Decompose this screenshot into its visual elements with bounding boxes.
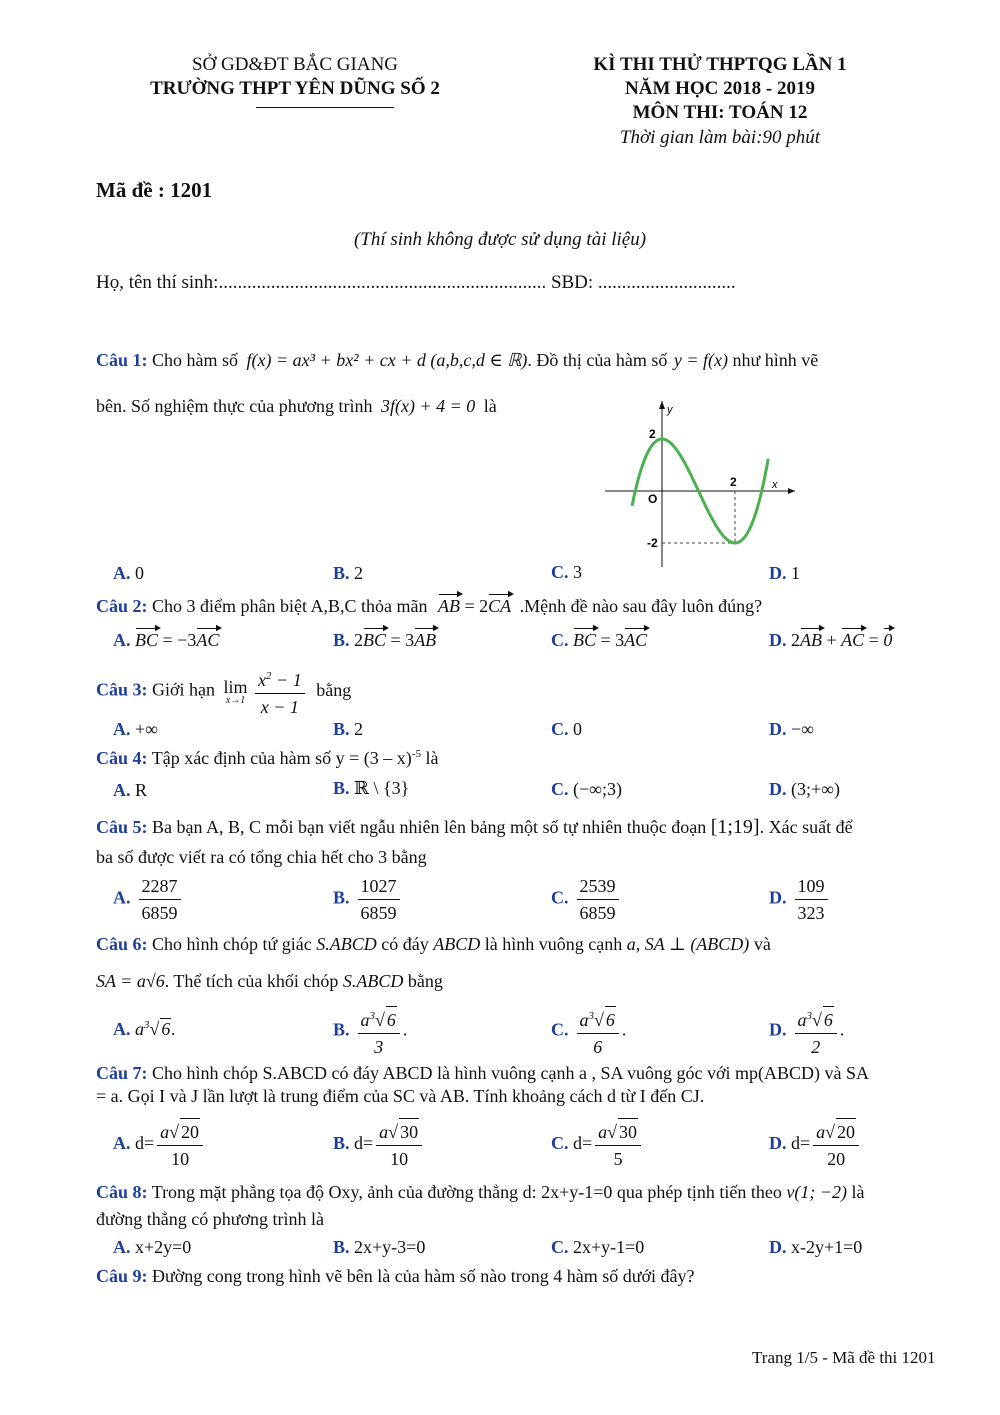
option-letter: D. (769, 1237, 787, 1257)
header-divider (256, 107, 394, 108)
option-letter: C. (551, 1019, 569, 1040)
denominator: 10 (390, 1149, 409, 1169)
question-2-line1 (96, 596, 762, 617)
q4-option-d[interactable] (769, 779, 840, 800)
cubic-formula: f(x) = ax³ + bx² + cx + d (a,b,c,d ∈ ℝ) (246, 350, 528, 370)
option-letter: A. (113, 780, 131, 800)
option-fraction: $\frac{a√ 30}{10}$ (376, 1118, 422, 1172)
equation: 3f(x) + 4 = 0 (381, 396, 476, 416)
option-fraction: $\frac{a√ 20}{20}$ (813, 1118, 859, 1172)
option-value: (3;+∞) (791, 779, 840, 799)
question-text: . Thể tích của khối chóp (164, 971, 339, 991)
question-label: Câu 3: (96, 679, 148, 700)
q3-option-d[interactable] (769, 719, 814, 740)
interval: [1;19] (710, 816, 760, 838)
q6-option-d[interactable]: D. $\frac{a^3√ 6}{2}$ . (769, 1003, 844, 1060)
q4-option-b[interactable] (333, 778, 409, 799)
option-letter: C. (551, 630, 569, 650)
option-letter: C. (551, 779, 569, 799)
q6-option-c[interactable]: C. $\frac{a^3√ 6}{6}$ . (551, 1003, 626, 1060)
q7-option-a[interactable] (113, 1118, 206, 1172)
option-letter: A. (113, 1133, 131, 1154)
option-letter: C. (551, 1133, 569, 1154)
school-name: TRƯỜNG THPT YÊN DŨNG SỐ 2 (150, 78, 440, 99)
option-value: 2 (354, 719, 364, 739)
question-text: Đường cong trong hình vẽ bên là của hàm số nào trong 4 hàm số dưới đây? (152, 1266, 695, 1286)
q8-option-c[interactable] (551, 1237, 644, 1258)
school-year: NĂM HỌC 2018 - 2019 (625, 78, 815, 99)
x-tick-2: 2 (730, 475, 737, 489)
option-letter: B. (333, 630, 350, 650)
limit-fraction: $\frac{x^2 - 1}{x - 1}$ (255, 663, 305, 720)
option-letter: D. (769, 779, 787, 799)
question-7-line2: = a. Gọi I và J lần lượt là trung điểm của SC và AB. Tính khoảng cách d từ I đến CJ. (96, 1086, 705, 1106)
question-text: bằng (407, 971, 443, 991)
distance-label: d= (135, 1133, 155, 1154)
option-value: 2x+y-3=0 (354, 1237, 426, 1257)
q1-option-b[interactable] (333, 563, 363, 584)
question-text: Ba bạn A, B, C mỗi bạn viết ngẫu nhiên lên bảng một số tự nhiên thuộc đoạn (152, 817, 707, 837)
subject: MÔN THI: TOÁN 12 (632, 102, 808, 123)
option-letter: D. (769, 1019, 787, 1040)
page-footer: Trang 1/5 - Mã đề thi 1201 (752, 1348, 936, 1367)
exam-code: Mã đề : 1201 (96, 178, 213, 202)
vector-equation: AB = 2CA (438, 596, 512, 616)
option-letter: B. (333, 1019, 350, 1040)
question-text: .Mệnh đề nào sau đây luôn đúng? (519, 596, 763, 616)
denominator: 6 (593, 1037, 603, 1057)
notice: (Thí sinh không được sử dụng tài liệu) (353, 229, 647, 250)
option-value: 2x+y-1=0 (573, 1237, 645, 1257)
question-label: Câu 6: (96, 934, 148, 954)
question-text: Tập xác định của hàm số y = (3 – x) (151, 748, 412, 768)
option-letter: B. (333, 719, 350, 739)
denominator: 6859 (579, 903, 616, 923)
option-letter: A. (113, 1019, 131, 1039)
question-1-line2 (96, 396, 497, 417)
exam-title: KÌ THI THỬ THPTQG LẦN 1 (593, 54, 847, 75)
question-text: là (483, 396, 497, 416)
option-letter: A. (113, 1237, 131, 1257)
limit-operator: lim x→1 (223, 676, 248, 706)
option-letter: B. (333, 778, 350, 798)
question-text: Trong mặt phẳng tọa độ Oxy, ảnh của đường thẳng d: 2x+y-1=0 qua phép tịnh tiến theo (151, 1182, 782, 1202)
option-letter: C. (551, 562, 569, 582)
q6-option-a[interactable] (113, 1018, 176, 1040)
question-text: Cho hình chóp S.ABCD có đáy ABCD là hình vuông cạnh a , SA vuông góc với mp(ABCD) và SA (152, 1063, 870, 1083)
option-letter: B. (333, 1133, 350, 1154)
question-text: . Xác suất để (759, 817, 853, 837)
time-limit: Thời gian làm bài:90 phút (619, 127, 821, 148)
y-tick-minus-2: -2 (647, 536, 658, 550)
question-label: Câu 1: (96, 350, 148, 370)
option-formula: $a^3√$ 6. (135, 1019, 176, 1039)
option-letter: C. (551, 887, 569, 908)
q3-option-c[interactable] (551, 719, 582, 740)
denominator: 2 (811, 1037, 821, 1057)
question-text: là hình vuông cạnh (484, 934, 623, 954)
q5-option-a[interactable] (113, 873, 184, 926)
question-4-line1 (96, 748, 438, 769)
question-8-line1 (96, 1182, 864, 1203)
question-6-line1 (96, 934, 771, 955)
denominator: 6859 (360, 903, 397, 923)
option-value: x+2y=0 (135, 1237, 192, 1257)
radicand: 30 (618, 1118, 638, 1145)
q4-option-a[interactable] (113, 780, 147, 801)
question-text: Cho 3 điểm phân biệt A,B,C thỏa mãn (152, 596, 428, 616)
radicand: 20 (836, 1118, 856, 1145)
math-formula: SA = a√6 (96, 971, 165, 991)
option-value: 0 (573, 719, 582, 739)
q5-option-d[interactable] (769, 873, 831, 926)
radicand: 20 (180, 1118, 200, 1145)
exponent: -5 (411, 748, 421, 760)
q2-option-a[interactable] (113, 630, 219, 651)
question-8-line2: đường thẳng có phương trình là (96, 1209, 325, 1229)
math-symbol: S.ABCD (342, 971, 404, 991)
q3-option-b[interactable] (333, 719, 363, 740)
denominator: 323 (797, 903, 825, 923)
q5-option-c[interactable] (551, 873, 622, 926)
q5-option-b[interactable] (333, 873, 403, 926)
option-fraction: $\frac{a√ 20}{10}$ (157, 1118, 203, 1172)
y-axis-arrow (659, 401, 665, 409)
denominator: 6859 (141, 903, 178, 923)
option-letter: D. (769, 1133, 787, 1154)
translation-vector: v(1; −2) (786, 1182, 847, 1202)
q1-option-a[interactable] (113, 563, 144, 584)
distance-label: d= (791, 1133, 811, 1154)
cubic-graph (600, 395, 800, 570)
option-value: x-2y+1=0 (791, 1237, 863, 1257)
option-letter: A. (113, 887, 131, 908)
question-label: Câu 7: (96, 1063, 148, 1083)
option-fraction: $\frac{a√ 30}{5}$ (595, 1118, 641, 1172)
option-letter: C. (551, 719, 569, 739)
y-axis-label: y (667, 404, 673, 416)
q8-option-b[interactable] (333, 1237, 425, 1258)
distance-label: d= (354, 1133, 374, 1154)
option-value: −∞ (791, 719, 814, 739)
option-letter: A. (113, 630, 131, 650)
question-text: Giới hạn (152, 679, 216, 700)
question-text: là (851, 1182, 865, 1202)
option-value: (−∞;3) (573, 779, 622, 799)
numerator: 2287 (139, 873, 181, 900)
question-label: Câu 5: (96, 817, 148, 837)
option-letter: D. (769, 719, 787, 739)
option-value: ℝ \ {3} (354, 778, 410, 798)
option-value: 3 (573, 562, 582, 582)
question-text: Cho hình chóp tứ giác (152, 934, 312, 954)
question-3-line1 (96, 663, 351, 720)
question-text: , (635, 934, 641, 954)
option-value: +∞ (135, 719, 158, 739)
option-letter: A. (113, 719, 131, 739)
option-letter: A. (113, 563, 131, 583)
option-letter: D. (769, 630, 787, 650)
radicand: 30 (399, 1118, 419, 1145)
q7-option-b[interactable] (333, 1118, 425, 1172)
x-axis-arrow (788, 488, 795, 494)
option-letter: B. (333, 1237, 350, 1257)
denominator: 10 (171, 1149, 190, 1169)
option-value: 2 (354, 563, 364, 583)
question-9-line1 (96, 1266, 694, 1287)
y-tick-2: 2 (649, 427, 656, 441)
question-label: Câu 8: (96, 1182, 148, 1202)
q2-option-c[interactable] (551, 630, 647, 651)
candidate-info-line: Họ, tên thí sinh:..................................................................... SBD: ............................. (96, 272, 736, 293)
question-label: Câu 2: (96, 596, 148, 616)
origin-label: O (648, 492, 658, 506)
function-formula: y = f(x) (673, 350, 729, 370)
question-5-line2: ba số được viết ra có tổng chia hết cho 3 bằng (96, 847, 427, 867)
option-letter: C. (551, 1237, 569, 1257)
option-letter: B. (333, 563, 350, 583)
q8-option-a[interactable] (113, 1237, 191, 1258)
q6-option-b[interactable]: B. $\frac{a^3√ 6}{3}$ . (333, 1003, 407, 1060)
numerator: 109 (795, 873, 828, 900)
option-fraction: $\frac{a^3√ 6}{2}$ (795, 1003, 837, 1060)
x-axis-label: x (772, 479, 778, 491)
option-fraction (139, 873, 181, 926)
option-formula: BC = 3AC (573, 630, 648, 650)
question-7-line1 (96, 1063, 869, 1084)
math-symbol: ABCD (433, 934, 481, 954)
q7-option-c[interactable] (551, 1118, 644, 1172)
question-6-line2 (96, 971, 443, 992)
question-text: bằng (316, 679, 352, 700)
math-symbol: S.ABCD (316, 934, 377, 954)
q2-option-b[interactable] (333, 630, 436, 651)
math-symbol: a (626, 934, 636, 954)
denominator: 20 (827, 1149, 846, 1169)
q1-option-d[interactable] (769, 563, 800, 584)
q7-option-d[interactable] (769, 1118, 862, 1172)
option-fraction: $\frac{a^3√ 6}{6}$ (577, 1003, 619, 1060)
question-text: bên. Số nghiệm thực của phương trình (96, 396, 373, 416)
option-fraction: $\frac{a^3√ 6}{3}$ (358, 1003, 400, 1060)
option-value: R (135, 780, 148, 800)
question-label: Câu 4: (96, 748, 148, 768)
question-text: như hình vẽ (732, 350, 819, 370)
option-value: 0 (135, 563, 144, 583)
denominator: 5 (613, 1149, 623, 1169)
denominator: 3 (374, 1037, 384, 1057)
distance-label: d= (573, 1133, 593, 1154)
perpendicular-formula: SA ⊥ (ABCD) (644, 934, 750, 954)
question-text: là (425, 748, 439, 768)
q2-option-d[interactable] (769, 630, 892, 651)
numerator: 2539 (577, 873, 619, 900)
q3-option-a[interactable] (113, 719, 158, 740)
numerator: 1027 (358, 873, 400, 900)
option-letter: B. (333, 887, 350, 908)
question-text: có đáy (381, 934, 429, 954)
option-formula: 2BC = 3AB (354, 630, 437, 650)
question-text: và (753, 934, 771, 954)
option-fraction (577, 873, 619, 926)
option-fraction (795, 873, 828, 926)
q4-option-c[interactable] (551, 779, 622, 800)
question-text: Cho hàm số (152, 350, 239, 370)
question-label: Câu 9: (96, 1266, 148, 1286)
option-letter: D. (769, 563, 787, 583)
option-formula: 2AB + AC = 0 (791, 630, 893, 650)
option-value: 1 (791, 563, 800, 583)
option-fraction (358, 873, 400, 926)
question-1-line1 (96, 350, 818, 371)
school-department: SỞ GD&ĐT BẮC GIANG (191, 54, 399, 75)
question-text: . Đồ thị của hàm số (527, 350, 668, 370)
option-formula: BC = −3AC (135, 630, 220, 650)
q8-option-d[interactable] (769, 1237, 862, 1258)
option-letter: D. (769, 887, 787, 908)
question-5-line1 (96, 816, 853, 839)
q1-option-c[interactable] (551, 562, 582, 583)
